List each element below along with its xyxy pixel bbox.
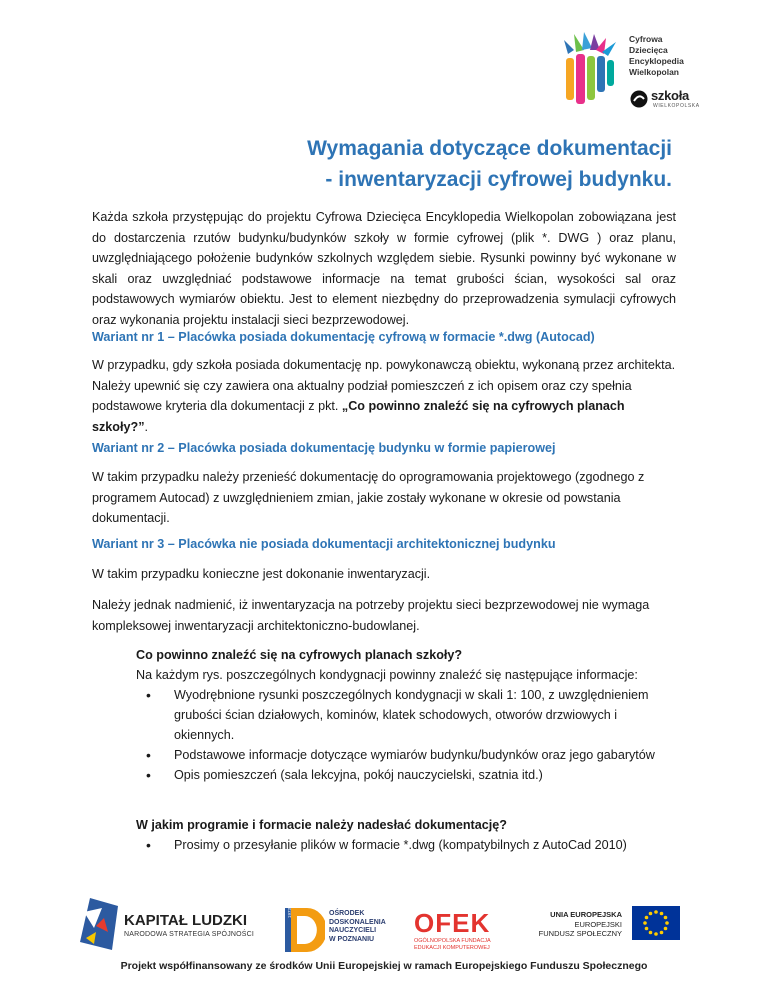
page-title [307,133,672,195]
title-line-1: Wymagania dotyczące dokumentacji [307,137,672,160]
szkola-logo-sub: WIELKOPOLSKA [653,103,700,109]
variant-2-text: W takim przypadku należy przenieść dokumentację do oprogramowania projektowego (zgodnego z programem Autocad) z uwzględnieniem zmian, jakie zostały wykonane w okresie od powstania dokumentacji. [92,470,645,525]
odn-text [329,910,386,944]
eu-flag-icon [632,906,680,940]
kapital-ludzki-subtitle: NARODOWA STRATEGIA SPÓJNOŚCI [124,931,255,938]
intro-paragraph: Każda szkoła przystępując do projektu Cyfrowa Dziecięca Encyklopedia Wielkopolan zobowiązana jest do dostarczenia rzutów budynku/budynków szkoły w formie cyfrowej (plik *. DWG ) oraz planu, uwzględniającego położenie budynków szkolnych względem siebie. Rysunki powinny być wykonane w skali oraz uwzględniać podstawowe informacje na temat grubości ścian, wysokości sal oraz podstawowych wymiarów obiektu. Jest to element niezbędny do przeprowadzenia symulacji cyfrowych oraz wykonania projektu instalacji sieci bezprzewodowej. [92,210,676,327]
ofek-logo [412,906,512,956]
odn-year: 1973–2013 [287,895,292,918]
list-item: • Wyodrębnione rysunki poszczególnych kondygnacji w skali 1: 100, z uwzględnieniem grubości ścian działowych, kominów, klatek schodowych, otworów drzwiowych i okiennych. [136,685,676,745]
list-item: • Podstawowe informacje dotyczące wymiarów budynku/budynków oraz jego gabarytów [136,745,676,765]
odn-poznan-logo [285,895,395,956]
ofek-line: EDUKACJI KOMPUTEROWEJ [414,945,490,951]
variant-1-heading: Wariant nr 1 – Placówka posiada dokumentację cyfrową w formacie *.dwg (Autocad) [92,330,595,344]
kapital-ludzki-logo [80,898,270,958]
requirements-intro: Na każdym rys. poszczególnych kondygnacji powinny znaleźć się następujące informacje: [136,668,638,682]
odn-line: DOSKONALENIA [329,918,386,926]
odn-line: NAUCZYCIELI [329,927,377,934]
format-list [136,835,696,855]
variant-1-text [92,355,676,437]
variant-3-text: W takim przypadku konieczne jest dokonanie inwentaryzacji. [92,567,431,581]
note-paragraph: Należy jednak nadmienić, iż inwentaryzacja na potrzeby projektu sieci bezprzewodowej nie wymaga kompleksowej inwentaryzacji architektoniczno-budowlanej. [92,598,650,633]
list-item: • Opis pomieszczeń (sala lekcyjna, pokój nauczycielski, szatnia itd.) [136,765,676,785]
logo-line: Cyfrowa [629,34,663,44]
ofek-title: OFEK [414,908,491,938]
variant-2-heading: Wariant nr 2 – Placówka posiada dokumentację budynku w formie papierowej [92,441,556,455]
odn-line: W POZNANIU [329,935,375,943]
eu-line: UNIA EUROPEJSKA [550,910,622,919]
variant-1-text-main: W przypadku, gdy szkoła posiada dokumentację np. powykonawczą obiektu, wykonaną przez architekta. Należy upewnić się czy zawiera ona aktualny podział pomieszczeń z ich opisem oraz czy spełnia podstawowe kryteria dla dokumentacji z pkt. [92,358,676,413]
requirements-heading: Co powinno znaleźć się na cyfrowych planach szkoły? [136,648,463,662]
variant-3-heading: Wariant nr 3 – Placówka nie posiada dokumentacji architektonicznej budynku [92,537,556,551]
variant-1-text-end: . [144,419,148,434]
list-item: • Prosimy o przesyłanie plików w formacie *.dwg (kompatybilnych z AutoCad 2010) [136,835,696,855]
ofek-line: OGÓLNOPOLSKA FUNDACJA [414,938,491,944]
szkola-logo-text: szkoła [651,88,689,103]
title-line-2: - inwentaryzacji cyfrowej budynku. [325,168,672,191]
format-heading: W jakim programie i formacie należy nadesłać dokumentację? [136,818,507,832]
logo-line: Dziecięca [629,45,668,55]
odn-line: OŚRODEK [329,910,365,917]
ofek-subtitle [414,938,491,952]
kapital-ludzki-title: KAPITAŁ LUDZKI [124,912,248,929]
format-section [136,815,696,855]
kapital-ludzki-icon [80,898,118,950]
eu-text [530,910,622,939]
logo-line: Encyklopedia [629,56,684,66]
requirements-list [136,685,676,785]
logo-line: Wielkopolan [629,67,679,77]
eu-line: EUROPEJSKI [574,919,622,929]
eu-line: FUNDUSZ SPOŁECZNY [538,929,622,938]
eu-logo [530,906,680,956]
logo-title [629,34,684,78]
cdew-logo-icon [560,30,620,110]
szkola-badge-icon [630,89,648,109]
funding-note: Projekt współfinansowany ze środków Unii Europejskiej w ramach Europejskiego Funduszu Społecznego [120,960,648,972]
requirements-section [136,645,676,785]
variant-1-text-ref: „Co powinno znaleźć się na cyfrowych planach szkoły?” [92,399,625,434]
